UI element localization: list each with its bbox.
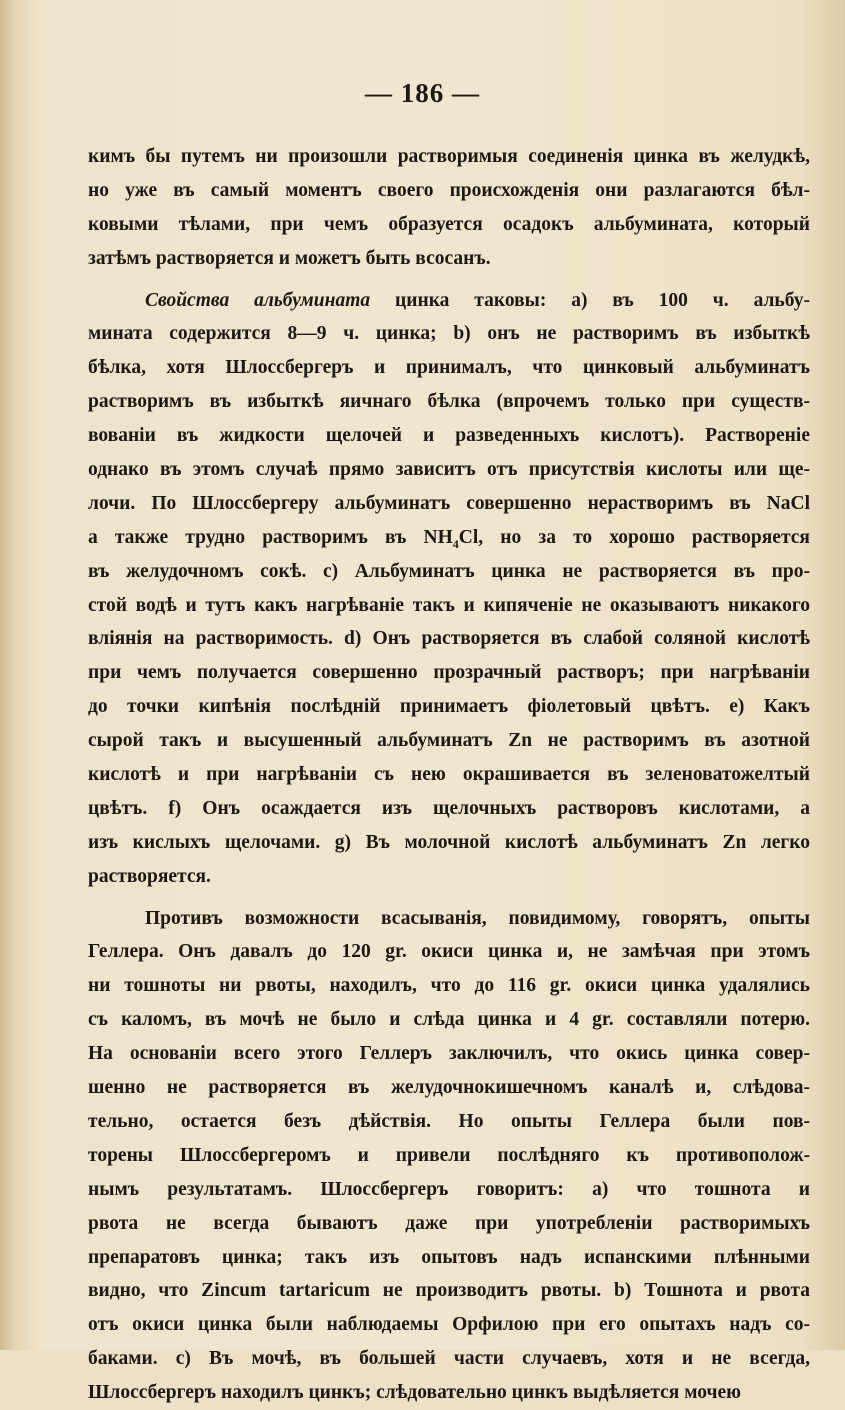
- text-line: растворяется.: [88, 865, 211, 887]
- paragraph: [88, 284, 810, 894]
- text-line: затѣмъ растворяется и можетъ быть всосанъ.: [88, 247, 491, 269]
- text-line: рвота не всегда бываютъ даже при употребленіи растворимыхъ: [88, 1212, 810, 1234]
- text-line: цвѣтъ. f) Онъ осаждается изъ щелочныхъ растворовъ кислотами, а: [88, 797, 810, 819]
- text-line: ни тошноты ни рвоты, находилъ, что до 116 gr. окиси цинка удалялись: [88, 975, 810, 997]
- text-line: однако въ этомъ случаѣ прямо зависитъ отъ присутствія кислоты или ще-: [88, 459, 810, 481]
- text-line: видно, что Zincum tartaricum не производитъ рвоты. b) Тошнота и рвота: [88, 1280, 810, 1302]
- text-line: кислотѣ и при нагрѣваніи съ нею окрашивается въ зеленоватожелтый: [88, 764, 810, 786]
- text-line: Противъ возможности всасыванія, повидимому, говорятъ, опыты: [145, 907, 810, 929]
- paragraph: [88, 902, 810, 1410]
- text-line: бѣлка, хотя Шлоссбергеръ и принималъ, что цинковый альбуминатъ: [88, 357, 810, 379]
- text-line: Свойства альбумината цинка таковы: а) въ 100 ч. альбу-: [145, 289, 810, 311]
- text-line: нымъ результатамъ. Шлоссбергеръ говоритъ: а) что тошнота и: [88, 1178, 810, 1200]
- text-line: въ желудочномъ сокѣ. c) Альбуминатъ цинка не растворяется въ про-: [88, 560, 810, 582]
- page-number: — 186 —: [365, 78, 480, 108]
- text-line: стой водѣ и тутъ какъ нагрѣваніе такъ и кипяченіе не оказываютъ никакого: [88, 594, 810, 616]
- text-line: но уже въ самый моментъ своего происхожденія они разлагаются бѣл-: [88, 179, 810, 201]
- text-line: растворимъ въ избыткѣ яичнаго бѣлка (впрочемъ только при существ-: [88, 391, 810, 413]
- subscript: 4: [452, 536, 459, 551]
- text-line: сырой такъ и высушенный альбуминатъ Zn не растворимъ въ азотной: [88, 730, 810, 752]
- text-line: мината содержится 8—9 ч. цинка; b) онъ не растворимъ въ избыткѣ: [88, 323, 810, 345]
- text-line: при чемъ получается совершенно прозрачный растворъ; при нагрѣваніи: [88, 662, 810, 684]
- text-line: кимъ бы путемъ ни произошли растворимыя соединенія цинка въ желудкѣ,: [88, 146, 810, 167]
- text-line: ковыми тѣлами, при чемъ образуется осадокъ альбумината, который: [88, 213, 810, 235]
- text-line: вованіи въ жидкости щелочей и разведенныхъ кислотъ). Раствореніе: [88, 425, 810, 447]
- text-line: а также трудно растворимъ въ $NH_4Cl$, но за то хорошо растворяется: [88, 526, 810, 551]
- body-text: [88, 140, 810, 1410]
- text-line: баками. c) Въ мочѣ, въ большей части случаевъ, хотя и не всегда,: [88, 1348, 810, 1370]
- text-line: до точки кипѣнія послѣдній принимаетъ фіолетовый цвѣтъ. e) Какъ: [88, 696, 810, 718]
- text-line: препаратовъ цинка; такъ изъ опытовъ надъ испанскими плѣнными: [88, 1246, 810, 1268]
- text-line: Геллера. Онъ давалъ до 120 gr. окиси цинка и, не замѣчая при этомъ: [88, 941, 810, 963]
- text-line: лочи. По Шлоссбергеру альбуминатъ совершенно нерастворимъ въ NaCl: [88, 492, 810, 514]
- text-line: отъ окиси цинка были наблюдаемы Орфилою при его опытахъ надъ со-: [88, 1314, 810, 1336]
- text-line: тельно, остается безъ дѣйствія. Но опыты Геллера были пов-: [88, 1110, 810, 1132]
- text-line: На основаніи всего этого Геллеръ заключилъ, что окись цинка совер-: [88, 1043, 810, 1065]
- paragraph-gap: [88, 894, 810, 902]
- paragraph: [88, 140, 810, 276]
- text-line: Шлоссбергеръ находилъ цинкъ; слѣдовательно цинкъ выдѣляется мочею: [88, 1382, 742, 1404]
- text-line: съ каломъ, въ мочѣ не было и слѣда цинка и 4 gr. составляли потерю.: [88, 1009, 810, 1031]
- text-line: вліянія на растворимость. d) Онъ растворяется въ слабой соляной кислотѣ: [88, 628, 810, 650]
- italic-heading: Свойства альбумината: [145, 289, 371, 311]
- text-line: шенно не растворяется въ желудочнокишечномъ каналѣ и, слѣдова-: [88, 1077, 810, 1099]
- text-line: торены Шлоссбергеромъ и привели послѣдняго къ противополож-: [88, 1144, 810, 1166]
- paragraph-gap: [88, 276, 810, 284]
- text-line: изъ кислыхъ щелочами. g) Въ молочной кислотѣ альбуминатъ Zn легко: [88, 831, 810, 853]
